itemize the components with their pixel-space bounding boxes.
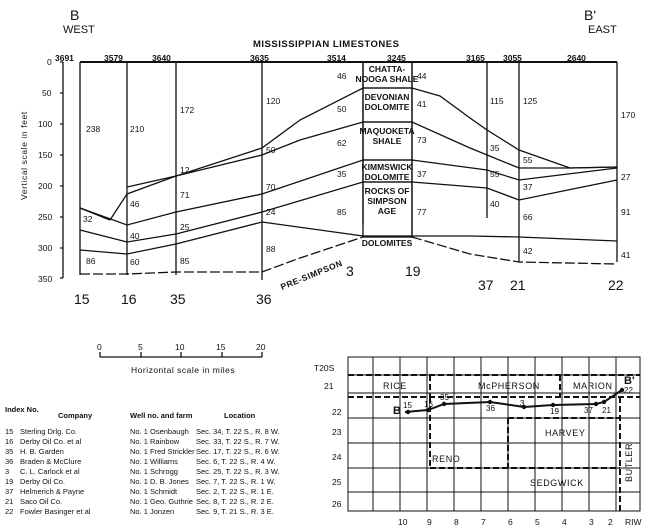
scale-tick-label: 10 xyxy=(175,342,185,352)
table-cell: 36 xyxy=(5,457,14,466)
table-cell: No. 1 Fred Strickler xyxy=(130,447,195,456)
elevation-label: 3055 xyxy=(503,53,522,63)
scale-bar-title: Horizontal scale in miles xyxy=(131,365,236,375)
map-well-label: 15 xyxy=(403,401,412,410)
thickness-label: 46 xyxy=(130,199,140,209)
unit-label-dolomites: DOLOMITES xyxy=(361,238,413,248)
table-cell: Sec. 6, T. 22 S., R. 4 W. xyxy=(196,457,276,466)
y-tick-label: 300 xyxy=(38,243,53,253)
thickness-label: 40 xyxy=(490,199,500,209)
unit-label-maquoketa: MAQUOKETA xyxy=(359,126,415,136)
elevation-label: 3635 xyxy=(250,53,269,63)
table-row xyxy=(5,457,275,466)
y-tick-label: 50 xyxy=(42,88,52,98)
unit-label-devonian: DOLOMITE xyxy=(364,102,410,112)
thickness-label: 40 xyxy=(130,231,140,241)
table-cell: No. 1 Osenbaugh xyxy=(130,427,189,436)
thickness-label: 125 xyxy=(523,96,538,106)
scale-tick-label: 20 xyxy=(256,342,266,352)
range-label: 6 xyxy=(508,517,513,527)
township-label: 22 xyxy=(332,407,342,417)
thickness-label: 35 xyxy=(337,169,347,179)
elevation-label: 3245 xyxy=(387,53,406,63)
formation-contacts xyxy=(80,88,617,274)
table-cell: Derby Oil Co. et al xyxy=(20,437,82,446)
y-tick-label: 150 xyxy=(38,150,53,160)
well-number: 21 xyxy=(510,277,526,293)
range-label: RIW xyxy=(625,517,642,527)
maquoketa-base-line xyxy=(80,160,617,225)
thickness-label: 238 xyxy=(86,124,101,134)
table-cell: Helmerich & Payne xyxy=(20,487,85,496)
scale-tick-label: 5 xyxy=(138,342,143,352)
thickness-label: 85 xyxy=(337,207,347,217)
table-row xyxy=(5,467,280,476)
scale-tick-label: 15 xyxy=(216,342,226,352)
unit-labels xyxy=(356,64,419,248)
table-cell: 22 xyxy=(5,507,14,516)
right-direction-label: EAST xyxy=(588,24,617,36)
table-cell: Sec. 33, T. 22 S., R. 7 W. xyxy=(196,437,280,446)
map-start-label: B xyxy=(393,405,401,417)
map-end-label: B' xyxy=(624,375,635,387)
unit-label-kimmswick: DOLOMITE xyxy=(364,172,410,182)
table-cell: 21 xyxy=(5,497,14,506)
county-label-reno: RENO xyxy=(432,454,461,464)
elevation-label: 3579 xyxy=(104,53,123,63)
thickness-label: 37 xyxy=(417,169,427,179)
table-cell: Sterling Drlg. Co. xyxy=(20,427,78,436)
elevation-label: 3640 xyxy=(152,53,171,63)
table-cell: C. L. Carlock et al xyxy=(20,467,80,476)
table-cell: No. 1 Geo. Guthrie xyxy=(130,497,193,506)
location-map xyxy=(314,357,643,527)
thickness-label: 91 xyxy=(621,207,631,217)
range-label: 2 xyxy=(608,517,613,527)
thickness-label: 12 xyxy=(180,165,190,175)
pre-simpson-label: PRE-SIMPSON xyxy=(279,257,345,292)
thickness-label: 25 xyxy=(180,222,190,232)
table-row xyxy=(5,487,274,496)
well-number: 3 xyxy=(346,263,354,279)
map-well-label: 3 xyxy=(520,399,525,408)
table-cell: Sec. 17, T. 22 S., R. 6 W. xyxy=(196,447,280,456)
thickness-label: 86 xyxy=(86,256,96,266)
simpson-base-line xyxy=(80,222,617,254)
table-cell: Derby Oil Co. xyxy=(20,477,66,486)
well-number: 15 xyxy=(74,291,90,307)
township-label: T20S xyxy=(314,363,335,373)
pre-simpson-line-east xyxy=(412,237,617,264)
thickness-label: 46 xyxy=(337,71,347,81)
thickness-label: 85 xyxy=(180,256,190,266)
map-well-label: 22 xyxy=(624,386,633,395)
thickness-label: 172 xyxy=(180,105,195,115)
thickness-label: 55 xyxy=(523,155,533,165)
table-header-index: Index No. xyxy=(5,405,39,414)
thickness-labels xyxy=(83,71,635,267)
cross-section xyxy=(74,62,635,307)
thickness-label: 27 xyxy=(621,172,631,182)
table-cell: 15 xyxy=(5,427,14,436)
well-number: 35 xyxy=(170,291,186,307)
township-label: 23 xyxy=(332,427,342,437)
elevation-label: 3691 xyxy=(55,53,74,63)
township-label: 26 xyxy=(332,499,342,509)
well-number: 37 xyxy=(478,277,494,293)
county-label-mcpherson: McPHERSON xyxy=(478,381,540,391)
table-cell: Sec. 9, T. 21 S., R. 3 E. xyxy=(196,507,274,516)
thickness-label: 88 xyxy=(266,244,276,254)
well-index-table xyxy=(5,405,280,516)
county-label-marion: MARION xyxy=(573,381,613,391)
table-header-location: Location xyxy=(224,411,256,420)
thickness-label: 41 xyxy=(621,250,631,260)
thickness-label: 210 xyxy=(130,124,145,134)
y-tick-label: 350 xyxy=(38,274,53,284)
left-direction-label: WEST xyxy=(63,24,95,36)
map-well-label: 16 xyxy=(424,400,433,409)
table-cell: 35 xyxy=(5,447,14,456)
table-row xyxy=(5,477,275,486)
table-cell: 16 xyxy=(5,437,14,446)
elevation-label: 3165 xyxy=(466,53,485,63)
table-row xyxy=(5,437,280,446)
table-cell: H. B. Garden xyxy=(20,447,64,456)
map-well-label: 36 xyxy=(486,404,495,413)
table-cell: 19 xyxy=(5,477,14,486)
thickness-label: 42 xyxy=(523,246,533,256)
table-cell: No. 1 Rainbow xyxy=(130,437,180,446)
map-well-label: 35 xyxy=(440,393,449,402)
table-header-company: Company xyxy=(58,411,93,420)
unit-label-simpson: AGE xyxy=(377,206,397,216)
table-cell: Fowler Basinger et al xyxy=(20,507,91,516)
well-number: 19 xyxy=(405,263,421,279)
thickness-label: 60 xyxy=(130,257,140,267)
township-label: 21 xyxy=(324,381,334,391)
table-row xyxy=(5,497,274,506)
thickness-label: 73 xyxy=(417,135,427,145)
thickness-label: 70 xyxy=(266,182,276,192)
unit-label-chattanooga: NOOGA SHALE xyxy=(355,74,419,84)
table-header-well: Well no. and farm xyxy=(130,411,193,420)
unit-label-chattanooga: CHATTA- xyxy=(368,64,406,74)
y-tick-label: 100 xyxy=(38,119,53,129)
thickness-label: 35 xyxy=(490,143,500,153)
unit-label-devonian: DEVONIAN xyxy=(364,92,410,102)
thickness-label: 55 xyxy=(490,169,500,179)
mississippian-title: MISSISSIPPIAN LIMESTONES xyxy=(253,39,400,50)
table-row xyxy=(5,427,280,436)
thickness-label: 24 xyxy=(266,207,276,217)
township-label: 25 xyxy=(332,477,342,487)
table-cell: 3 xyxy=(5,467,10,476)
county-label-sedgwick: SEDGWICK xyxy=(530,478,584,488)
y-axis-title: Vertical scale in feet xyxy=(19,111,29,200)
kimmswick-base-line xyxy=(80,180,617,242)
unit-label-kimmswick: KIMMSWICK xyxy=(361,162,413,172)
table-cell: Sec. 25, T. 22 S., R. 3 W. xyxy=(196,467,280,476)
table-cell: Sec. 34, T. 22 S., R. 8 W. xyxy=(196,427,280,436)
well-number: 16 xyxy=(121,291,137,307)
table-cell: Sec. 2, T. 22 S., R. 1 E. xyxy=(196,487,274,496)
thickness-label: 120 xyxy=(266,96,281,106)
range-labels xyxy=(398,517,643,527)
township-labels xyxy=(314,363,342,509)
county-label-harvey: HARVEY xyxy=(545,428,586,438)
table-cell: Sec. 8, T. 22 S., R. 2 E. xyxy=(196,497,274,506)
y-tick-label: 0 xyxy=(47,57,52,67)
thickness-label: 115 xyxy=(490,96,504,106)
thickness-label: 66 xyxy=(523,212,533,222)
thickness-label: 62 xyxy=(337,138,347,148)
unit-label-maquoketa: SHALE xyxy=(372,136,402,146)
table-cell: No. 1 Williams xyxy=(130,457,178,466)
map-well-label: 37 xyxy=(584,406,593,415)
table-cell: Braden & McClure xyxy=(20,457,82,466)
table-cell: No. 1 Jonzen xyxy=(130,507,175,516)
map-well-label: 21 xyxy=(602,406,611,415)
thickness-label: 77 xyxy=(417,207,427,217)
y-tick-label: 250 xyxy=(38,212,53,222)
thickness-label: 50 xyxy=(337,104,347,114)
thickness-label: 50 xyxy=(266,145,276,155)
y-tick-label: 200 xyxy=(38,181,53,191)
well-number: 22 xyxy=(608,277,624,293)
elevation-label: 3514 xyxy=(327,53,346,63)
y-axis xyxy=(19,57,63,284)
thickness-label: 41 xyxy=(417,99,427,109)
range-label: 7 xyxy=(481,517,486,527)
township-label: 24 xyxy=(332,452,342,462)
table-cell: 37 xyxy=(5,487,14,496)
range-label: 10 xyxy=(398,517,408,527)
scale-tick-label: 0 xyxy=(97,342,102,352)
table-row xyxy=(5,447,280,456)
table-cell: No. 1 Schmidt xyxy=(130,487,178,496)
table-cell: No. 1 Schrogg xyxy=(130,467,178,476)
horizontal-scale-bar xyxy=(97,342,266,375)
thickness-label: 44 xyxy=(417,71,427,81)
thickness-label: 71 xyxy=(180,190,190,200)
left-section-label: B xyxy=(70,7,80,23)
table-cell: Sec. 7, T. 22 S., R. 1 W. xyxy=(196,477,276,486)
thickness-label: 37 xyxy=(523,182,533,192)
table-row xyxy=(5,507,274,516)
range-label: 5 xyxy=(535,517,540,527)
county-label-butler: BUTLER xyxy=(624,442,634,482)
map-well-label: 19 xyxy=(550,407,559,416)
range-label: 9 xyxy=(427,517,432,527)
range-label: 3 xyxy=(589,517,594,527)
unit-label-simpson: ROCKS OF xyxy=(364,186,410,196)
elevation-label: 2640 xyxy=(567,53,586,63)
unit-label-simpson: SIMPSON xyxy=(367,196,407,206)
thickness-label: 170 xyxy=(621,110,636,120)
county-label-rice: RICE xyxy=(383,381,407,391)
well-number: 36 xyxy=(256,291,272,307)
table-cell: Saco Oil Co. xyxy=(20,497,63,506)
right-section-label: B' xyxy=(584,7,597,23)
well-number-labels xyxy=(74,263,624,307)
range-label: 8 xyxy=(454,517,459,527)
table-cell: No. 1 D. B. Jones xyxy=(130,477,189,486)
thickness-label: 32 xyxy=(83,214,93,224)
range-label: 4 xyxy=(562,517,567,527)
